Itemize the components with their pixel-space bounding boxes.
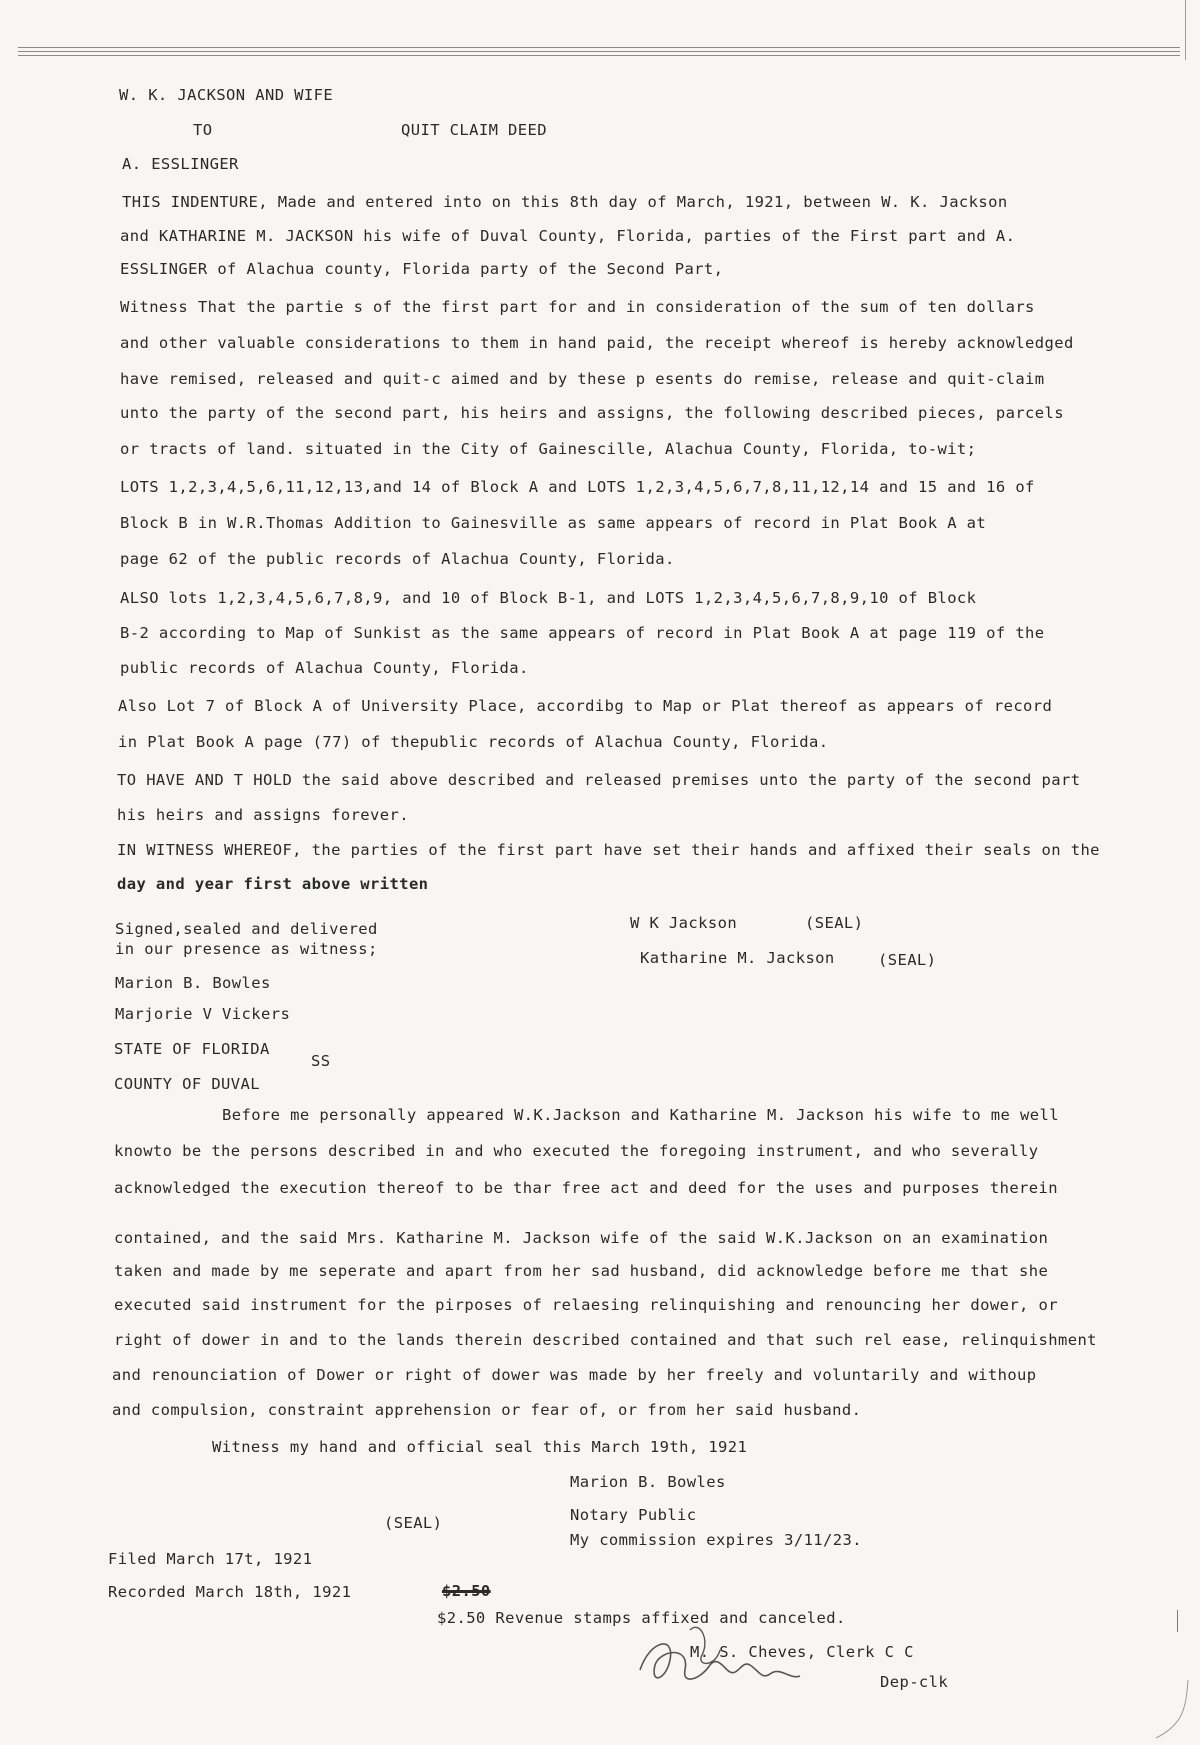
body-line: in Plat Book A page (77) of thepublic records of Alachua County, Florida. [118, 733, 829, 751]
body-line: B-2 according to Map of Sunkist as the same appears of record in Plat Book A at page 119 of the [120, 624, 1045, 642]
venue-county: COUNTY OF DUVAL [114, 1075, 260, 1093]
body-line: TO HAVE AND T HOLD the said above described and released premises unto the party of the second part [117, 771, 1081, 789]
body-line: and other valuable considerations to them in hand paid, the receipt whereof is hereby acknowledged [120, 334, 1074, 352]
body-line: THIS INDENTURE, Made and entered into on this 8th day of March, 1921, between W. K. Jackson [122, 193, 1008, 211]
seal-1: (SEAL) [805, 914, 864, 932]
body-line: unto the party of the second part, his heirs and assigns, the following described pieces, parcels [120, 404, 1064, 422]
page-edge [1185, 0, 1186, 60]
handwritten-signature-icon [630, 1610, 830, 1710]
witness-name-1: Marion B. Bowles [115, 974, 271, 992]
body-line: or tracts of land. situated in the City of Gainescille, Alachua County, Florida, to-wit; [120, 440, 977, 458]
margin-mark [1177, 1610, 1178, 1632]
top-rule-2 [18, 51, 1180, 52]
body-line: ESSLINGER of Alachua county, Florida party of the Second Part, [120, 260, 724, 278]
clerk-name: M. S. Cheves, Clerk C C [690, 1643, 914, 1661]
signature-1: W K Jackson [630, 914, 738, 932]
ack-line: knowto be the persons described in and who executed the foregoing instrument, and who severally [114, 1142, 1039, 1160]
ack-line: contained, and the said Mrs. Katharine M. Jackson wife of the said W.K.Jackson on an examination [114, 1229, 1049, 1247]
notary-name: Marion B. Bowles [570, 1473, 726, 1491]
body-line: Also Lot 7 of Block A of University Place, accordibg to Map or Plat thereof as appears of record [118, 697, 1053, 715]
top-rule [18, 47, 1180, 48]
notary-seal: (SEAL) [384, 1514, 443, 1532]
body-line: IN WITNESS WHEREOF, the parties of the first part have set their hands and affixed their seals on the [117, 841, 1100, 859]
ack-line: and compulsion, constraint apprehension or fear of, or from her said husband. [112, 1401, 862, 1419]
notary-commission: My commission expires 3/11/23. [570, 1531, 862, 1549]
ack-line: acknowledged the execution thereof to be thar free act and deed for the uses and purposes therein [114, 1179, 1058, 1197]
to-heading: TO [193, 121, 213, 139]
witness-name-2: Marjorie V Vickers [115, 1005, 291, 1023]
venue-ss: SS [311, 1052, 331, 1070]
body-line: and KATHARINE M. JACKSON his wife of Duval County, Florida, parties of the First part and A. [120, 227, 1016, 245]
revenue-stamps-note: $2.50 Revenue stamps affixed and canceled. [437, 1609, 846, 1627]
ack-line: right of dower in and to the lands therein described contained and that such rel ease, relinquishment [114, 1331, 1097, 1349]
ack-line: and renounciation of Dower or right of dower was made by her freely and voluntarily and withoup [112, 1366, 1037, 1384]
deputy-clerk: Dep-clk [880, 1673, 949, 1691]
body-line: his heirs and assigns forever. [117, 806, 409, 824]
recorded-date: Recorded March 18th, 1921 [108, 1583, 352, 1601]
page-corner-curl-icon [1152, 1680, 1192, 1740]
body-line: page 62 of the public records of Alachua County, Florida. [120, 550, 675, 568]
signature-2: Katharine M. Jackson [640, 949, 835, 967]
body-line: public records of Alachua County, Florida. [120, 659, 529, 677]
notary-witness-line: Witness my hand and official seal this March 19th, 1921 [212, 1438, 748, 1456]
body-line: Witness That the partie s of the first part for and in consideration of the sum of ten dollars [120, 298, 1035, 316]
witness-line-2: in our presence as witness; [115, 940, 378, 958]
body-line: have remised, released and quit-c aimed and by these p esents do remise, release and quit-claim [120, 370, 1045, 388]
grantor-heading: W. K. JACKSON AND WIFE [119, 86, 334, 104]
struck-amount: $2.50 [442, 1582, 491, 1600]
grantee-heading: A. ESSLINGER [122, 155, 239, 173]
seal-2: (SEAL) [878, 951, 937, 969]
filed-date: Filed March 17t, 1921 [108, 1550, 313, 1568]
body-line: day and year first above written [117, 875, 429, 893]
body-line: ALSO lots 1,2,3,4,5,6,7,8,9, and 10 of Block B-1, and LOTS 1,2,3,4,5,6,7,8,9,10 of Block [120, 589, 977, 607]
document-type: QUIT CLAIM DEED [401, 121, 547, 139]
body-line: Block B in W.R.Thomas Addition to Gainesville as same appears of record in Plat Book A at [120, 514, 987, 532]
body-line: LOTS 1,2,3,4,5,6,11,12,13,and 14 of Block A and LOTS 1,2,3,4,5,6,7,8,11,12,14 and 15 and 16 of [120, 478, 1035, 496]
witness-line-1: Signed,sealed and delivered [115, 920, 378, 938]
ack-line: executed said instrument for the pirposes of relaesing relinquishing and renouncing her dower, or [114, 1296, 1058, 1314]
ack-line: Before me personally appeared W.K.Jackson and Katharine M. Jackson his wife to me well [222, 1106, 1059, 1124]
notary-title: Notary Public [570, 1506, 697, 1524]
ack-line: taken and made by me seperate and apart from her sad husband, did acknowledge before me that she [114, 1262, 1049, 1280]
top-rule-3 [18, 55, 1180, 56]
venue-state: STATE OF FLORIDA [114, 1040, 270, 1058]
